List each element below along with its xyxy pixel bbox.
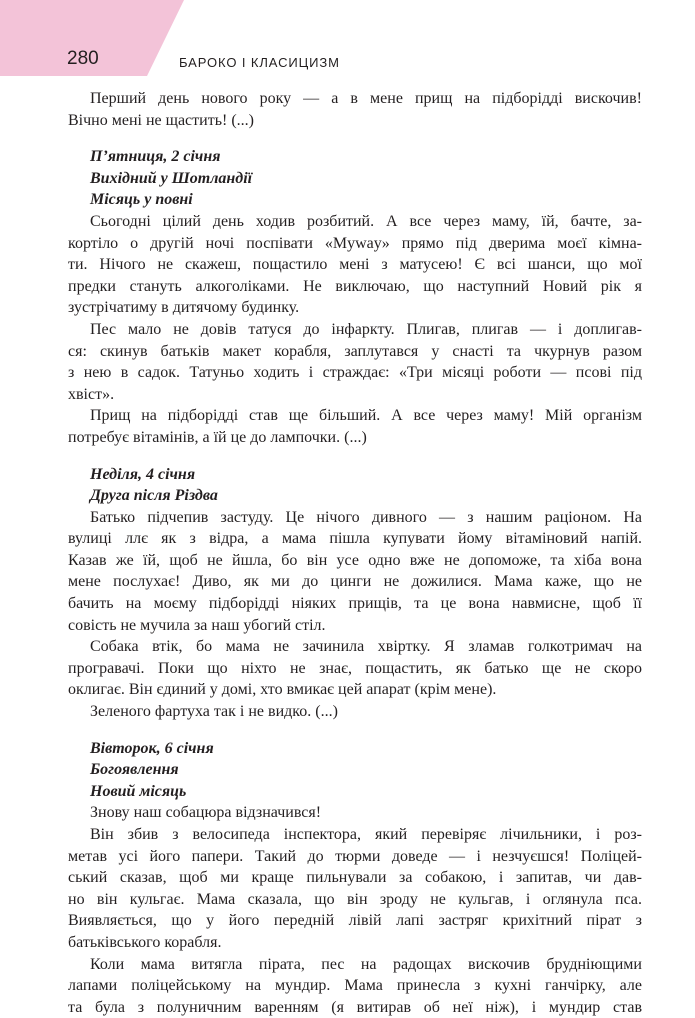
text-line: зустрічатиму в дитячому будинку.	[68, 299, 300, 317]
diary-entry	[68, 146, 642, 448]
text-line: Він збив з велосипеда інспектора, який перевіряє лічильники, і роз-	[90, 826, 642, 843]
page-body	[68, 88, 642, 1018]
entry-heading: Новий місяць	[90, 782, 187, 800]
text-line: но він кульгає. Мама сказала, що він зроду не кульгав, і оглянула пса.	[68, 890, 642, 908]
entry-heading: Вихідний у Шотландії	[90, 169, 253, 187]
text-line: бачить на моєму підборідді ніяких прищів, та це вона навмисне, щоб її	[68, 595, 642, 613]
paragraph	[68, 636, 642, 701]
text-line: вулиці ллє як з відра, а мама пішла купувати йому вітаміновий напій.	[68, 530, 642, 548]
paragraph	[68, 507, 642, 637]
entry-heading: Місяць у повні	[90, 191, 193, 209]
text-line: Пес мало не довів татуся до інфаркту. Плигав, плигав — і доплигав-	[90, 320, 642, 338]
paragraph	[68, 824, 642, 954]
running-title: БАРОКО І КЛАСИЦИЗМ	[179, 55, 340, 70]
text-line: кортіло о другій ночі поспівати «Myway» прямо під дверима моєї кімна-	[68, 234, 642, 252]
text-line: Коли мама витягла пірата, пес на радощах вискочив брудніющими	[90, 955, 642, 973]
text-line: Виявляється, що у його передній лівій лапі застряг крихітний пірат з	[68, 912, 642, 930]
diary-entry	[68, 738, 642, 1018]
text-line: Батько підчепив застуду. Це нічого дивного — з нашим раціоном. На	[90, 508, 642, 526]
diary-entry	[68, 464, 642, 723]
text-line: ся: скинув батьків макет корабля, заплутався у снасті та чкурнув разом	[68, 342, 642, 360]
text-line: хвіст».	[68, 385, 115, 403]
text-line: батьківського корабля.	[68, 933, 222, 951]
text-line: Прищ на підборідді став ще більший. А все через маму! Мій організм	[90, 407, 642, 425]
text-line: потребує вітамінів, а їй це до лампочки. (...)	[68, 428, 367, 446]
text-line: совість не мучила за наш убогий стіл.	[68, 616, 326, 634]
text-line: Сьогодні цілий день ходив розбитий. А все через маму, їй, бачте, за-	[90, 212, 642, 230]
paragraph	[68, 319, 642, 405]
text-line: ський сказав, щоб ми краще пильнували за собакою, і запитав, чи дав-	[68, 869, 642, 887]
entry-heading: Богоявлення	[90, 761, 179, 779]
text-line: оклигає. Він єдиний у домі, хто вмикає цей апарат (крім мене).	[68, 681, 497, 699]
entry-date: Вівторок, 6 січня	[90, 739, 214, 757]
paragraph	[68, 954, 642, 1018]
page-number: 280	[67, 48, 99, 69]
paragraph	[68, 405, 642, 448]
text-line: Перший день нового року — а в мене прищ на підборідді вискочив!	[90, 90, 642, 107]
text-line: Казав же їй, щоб не йшла, бо він усе одно вже не допоможе, та хіба вона	[68, 551, 642, 569]
paragraph	[68, 802, 642, 824]
text-line: предки стануть алкоголіками. Не виключаю, що наступний Новий рік я	[68, 277, 642, 295]
intro-paragraph	[68, 88, 642, 131]
entry-date: П’ятниця, 2 січня	[90, 148, 221, 166]
text-line: Собака втік, бо мама не зачинила хвіртку. Я зламав голкотримач на	[90, 638, 642, 656]
paragraph	[68, 701, 642, 723]
text-line: лапами поліцейському на мундир. Мама принесла з кухні ганчірку, але	[68, 977, 642, 995]
entry-date: Неділя, 4 січня	[90, 465, 196, 483]
paragraph	[68, 211, 642, 319]
text-line: Знову наш собацюра відзначився!	[90, 804, 322, 822]
text-line: ти. Нічого не скажеш, пощастило мені з матусею! Є всі шанси, що мої	[68, 256, 642, 274]
text-line: та була з полуничним варенням (я витирав об неї ніж), і мундир став	[68, 998, 642, 1016]
text-line: Вічно мені не щастить! (...)	[68, 111, 254, 129]
text-line: програвачі. Поки що ніхто не знає, пощастить, як батько ще не скоро	[68, 659, 642, 677]
text-line: з нею в садок. Татуньо ходить і страждає: «Три місяці роботи — псові під	[68, 364, 642, 382]
text-line: мене послухає! Диво, як ми до цинги не дожилися. Мама каже, що не	[68, 573, 642, 591]
text-line: метав усі його папери. Такий до тюрми доведе — і незчуєшся! Поліцей-	[68, 847, 642, 865]
text-line: Зеленого фартуха так і не видко. (...)	[90, 703, 338, 721]
entry-heading: Друга після Різдва	[90, 487, 218, 505]
